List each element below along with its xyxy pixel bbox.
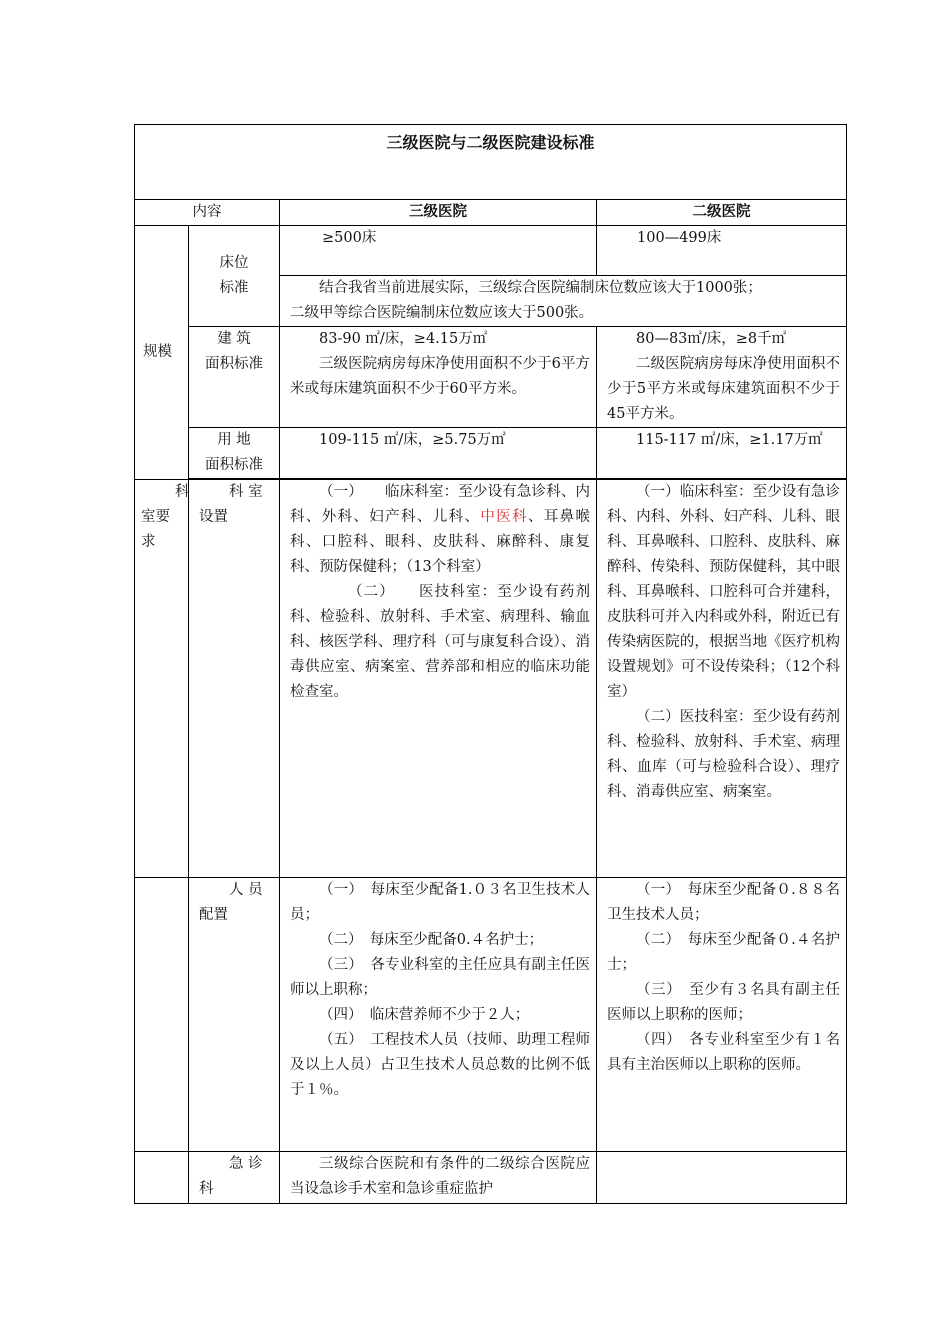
- emergency-tier3: [280, 1152, 597, 1204]
- emergency-label-line2: 科: [199, 1181, 214, 1197]
- staff-tier2: [597, 878, 847, 1152]
- beds-label-line2: 标准: [219, 280, 249, 296]
- beds-note-line2: 二级甲等综合医院编制床位数应该大于500张。: [290, 305, 594, 321]
- beds-label: [189, 226, 280, 327]
- header-tier3: 三级医院: [280, 200, 597, 226]
- staff-tier3-item: （二） 每床至少配备0.４名护士；: [319, 932, 544, 948]
- group-dept-line2: 室要求: [141, 509, 170, 550]
- dept-tier3-tech: （二） 医技科室：至少设有药剂科、检验科、放射科、手术室、病理科、输血科、核医学科、理疗科（可与康复科合设）、消毒供应室、病案室、营养部和相应的临床功能检查室。: [290, 584, 590, 700]
- emergency-label: [189, 1152, 280, 1204]
- building-label-line2: 面积标准: [205, 356, 263, 372]
- staff-label-line1: 人 员: [229, 882, 263, 898]
- dept-label-line1: 科 室: [229, 484, 263, 500]
- staff-label-line2: 配置: [199, 907, 228, 923]
- dept-label: [189, 480, 280, 878]
- staff-tier3-item: （五） 工程技术人员（技师、助理工程师及以上人员）占卫生技术人员总数的比例不低于１％。: [290, 1032, 590, 1098]
- group-scale-label: 规模: [143, 344, 172, 360]
- title-cell: [135, 125, 847, 200]
- beds-tier2: 100—499床: [597, 226, 847, 276]
- staff-tier2-item: （三） 至少有３名具有副主任医师以上职称的医师；: [607, 982, 841, 1023]
- group-emergency-empty: [135, 1152, 189, 1204]
- dept-tier3: [280, 480, 597, 878]
- standards-table: [134, 124, 847, 1204]
- dept-tier3-clinical: [290, 480, 590, 580]
- staff-tier3-item: （一） 每床至少配备1.０３名卫生技术人员；: [290, 882, 590, 923]
- land-tier3: 109-115 ㎡/床，≥5.75万㎡: [280, 428, 597, 479]
- dept-tier2-clinical: （一）临床科室：至少设有急诊科、内科、外科、妇产科、儿科、眼科、耳鼻喉科、口腔科、皮肤科、麻醉科、传染科、预防保健科，其中眼科、耳鼻喉科、口腔科可合并建科，皮肤科可并入内科或外科，附近已有传染病医院的，根据当地《医疗机构设置规划》可不设传染科；（12个科室）: [607, 484, 841, 700]
- building-tier3: [280, 327, 597, 428]
- group-dept: [135, 480, 189, 878]
- group-staff-empty: [135, 878, 189, 1152]
- dept-tier3-clinical-highlight: 中医科: [480, 509, 528, 525]
- dept-tier3-clinical-a: （一） 临床科室：至少设有急诊科、内科、外科、妇产科、儿科、: [290, 484, 590, 525]
- emergency-label-line1: 急 诊: [229, 1156, 263, 1172]
- header-tier2: 二级医院: [597, 200, 847, 226]
- staff-tier2-item: （一） 每床至少配备０.８８名卫生技术人员；: [607, 882, 841, 923]
- emergency-tier2: [597, 1152, 847, 1204]
- emergency-tier3-text: 三级综合医院和有条件的二级综合医院应当设急诊手术室和急诊重症监护: [290, 1156, 590, 1197]
- staff-label: [189, 878, 280, 1152]
- dept-tier2: [597, 480, 847, 878]
- document-title: 三级医院与二级医院建设标准: [386, 135, 595, 152]
- staff-tier3-item: （四） 临床营养师不少于２人；: [319, 1007, 530, 1023]
- beds-note: [280, 276, 847, 327]
- staff-tier2-item: （四） 各专业科室至少有１名具有主治医师以上职称的医师。: [607, 1032, 841, 1073]
- beds-note-line1: 结合我省当前进展实际，三级综合医院编制床位数应该大于1000张；: [319, 280, 762, 296]
- building-tier2: [597, 327, 847, 428]
- building-tier2-para: 二级医院病房每床净使用面积不少于5平方米或每床建筑面积不少于45平方米。: [607, 356, 841, 422]
- dept-label-line2: 设置: [199, 509, 228, 525]
- staff-tier3-item: （三） 各专业科室的主任应具有副主任医师以上职称；: [290, 957, 590, 998]
- land-tier2: 115-117 ㎡/床，≥1.17万㎡: [597, 428, 847, 479]
- staff-tier3: [280, 878, 597, 1152]
- land-label: [189, 428, 280, 479]
- header-content: 内容: [135, 200, 280, 226]
- dept-tier2-tech: （二）医技科室：至少设有药剂科、检验科、放射科、手术室、病理科、血库（可与检验科合设）、理疗科、消毒供应室、病案室。: [607, 709, 841, 800]
- building-tier2-line: 80—83㎡/床，≥8千㎡: [636, 331, 787, 347]
- dept-tier3-clinical-b: 、耳鼻喉科、口腔科、眼科、皮肤科、麻醉科、康复科、预防保健科；（13个科室）: [290, 509, 591, 575]
- land-label-line2: 面积标准: [205, 457, 263, 473]
- staff-tier2-item: （二） 每床至少配备０.４名护士；: [607, 932, 841, 973]
- beds-label-line1: 床位: [219, 255, 249, 271]
- building-tier3-line: 83-90 ㎡/床，≥4.15万㎡: [319, 331, 488, 347]
- building-label: [189, 327, 280, 428]
- building-tier3-para: 三级医院病房每床净使用面积不少于6平方米或每床建筑面积不少于60平方米。: [290, 356, 590, 397]
- beds-tier3: ≥500床: [280, 226, 597, 276]
- land-label-line1: 用 地: [217, 432, 251, 448]
- group-scale: [135, 226, 189, 480]
- group-dept-line1: 科: [175, 484, 190, 500]
- building-label-line1: 建 筑: [217, 331, 251, 347]
